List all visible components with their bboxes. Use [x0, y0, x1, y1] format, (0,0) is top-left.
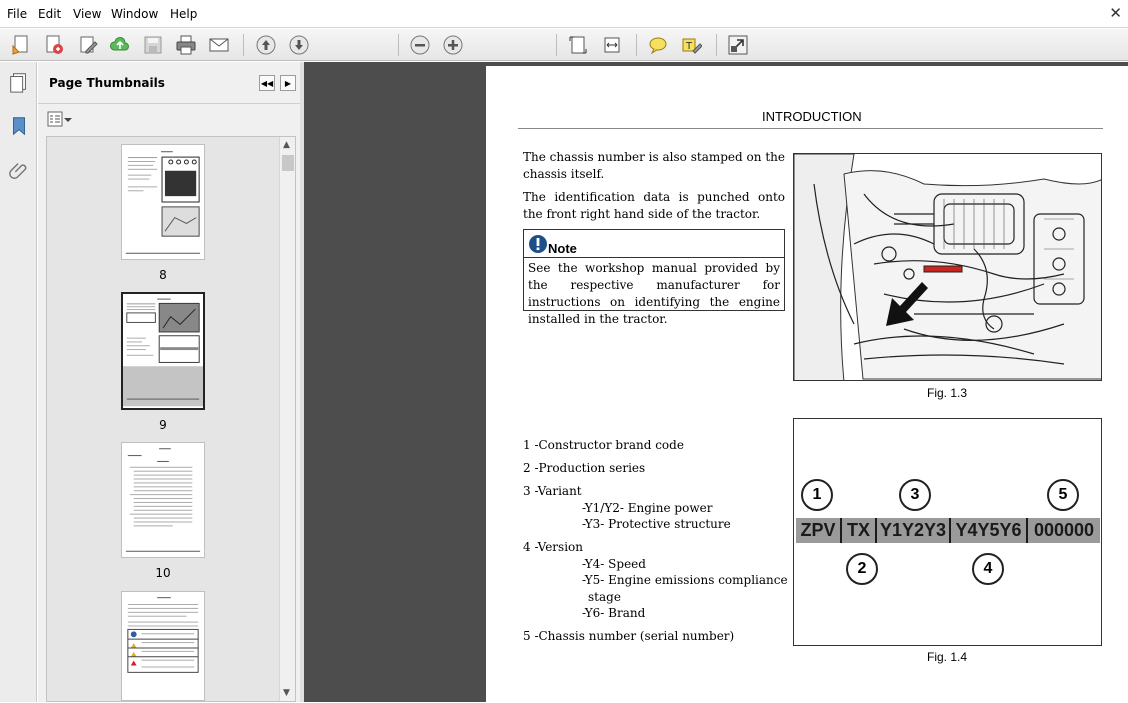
legend-subitem: stage — [588, 590, 621, 604]
thumbnail-label: 10 — [155, 566, 171, 580]
zoom-in-icon[interactable] — [441, 33, 465, 57]
legend-subitem: -Y3- Protective structure — [582, 517, 731, 531]
zoom-out-icon[interactable] — [408, 33, 432, 57]
code-segment: ZPV — [796, 518, 842, 543]
convert-icon[interactable] — [42, 33, 66, 57]
info-icon — [528, 234, 548, 254]
callout-circle: 2 — [846, 553, 878, 585]
navigation-rail — [0, 62, 37, 702]
highlight-icon[interactable] — [679, 33, 703, 57]
thumbnail-panel — [38, 62, 300, 702]
legend-item: 1 -Constructor brand code — [523, 438, 684, 452]
close-document-icon[interactable]: ✕ — [1109, 4, 1122, 22]
code-segment: Y4Y5Y6 — [951, 518, 1028, 543]
menu-edit[interactable]: Edit — [38, 7, 62, 21]
fit-page-icon[interactable] — [566, 33, 590, 57]
menu-window[interactable]: Window — [111, 7, 159, 21]
collapse-panel-button[interactable]: ◀◀ — [259, 75, 275, 91]
callout-circle: 5 — [1047, 479, 1079, 511]
thumbnail-label: 8 — [159, 268, 167, 282]
legend-subitem: -Y4- Speed — [582, 557, 646, 571]
upload-cloud-icon[interactable] — [108, 33, 132, 57]
thumbnail-page-8[interactable] — [121, 144, 205, 260]
arrow-down-icon[interactable] — [287, 33, 311, 57]
thumbnail-header — [38, 62, 300, 104]
chassis-code-bar — [796, 518, 1100, 543]
legend-subitem: -Y1/Y2- Engine power — [582, 501, 713, 515]
callout-circle: 1 — [801, 479, 833, 511]
edit-icon[interactable] — [76, 33, 100, 57]
figure-caption: Fig. 1.3 — [927, 386, 968, 400]
legend-item: 5 -Chassis number (serial number) — [523, 629, 735, 643]
comment-icon[interactable] — [646, 33, 670, 57]
legend-item: 2 -Production series — [523, 461, 646, 475]
engine-illustration — [793, 153, 1102, 381]
figure-caption: Fig. 1.4 — [927, 650, 968, 664]
save-icon[interactable] — [141, 33, 165, 57]
callout-circle: 3 — [899, 479, 931, 511]
code-segment: Y1Y2Y3 — [877, 518, 951, 543]
attachment-icon[interactable] — [7, 158, 31, 182]
scroll-thumb[interactable] — [282, 155, 294, 171]
callout-circle: 4 — [972, 553, 1004, 585]
thumbnail-page-9[interactable] — [121, 292, 205, 410]
menu-help[interactable]: Help — [170, 7, 198, 21]
create-pdf-icon[interactable] — [9, 33, 33, 57]
thumbnail-page-11[interactable] — [121, 591, 205, 701]
expand-icon[interactable] — [726, 33, 750, 57]
pages-icon[interactable] — [7, 70, 31, 94]
thumbnail-page-10[interactable] — [121, 442, 205, 558]
paragraph-chassis: The chassis number is also stamped on the chassis itself. — [523, 150, 785, 181]
thumbnail-list — [46, 136, 296, 702]
email-icon[interactable] — [207, 33, 231, 57]
toolbar-separator — [556, 34, 557, 56]
toolbar — [0, 29, 1128, 61]
toolbar-separator — [243, 34, 244, 56]
note-text: See the workshop manual provided by the respective manufacturer for instructions on identifying the engine installed in the tractor. — [528, 261, 780, 326]
document-page — [486, 66, 1128, 702]
menu-bar — [0, 0, 1128, 28]
fit-width-icon[interactable] — [600, 33, 624, 57]
scroll-up-icon[interactable]: ▲ — [283, 140, 290, 150]
panel-title: Page Thumbnails — [49, 76, 165, 90]
toolbar-separator — [398, 34, 399, 56]
toolbar-separator — [636, 34, 637, 56]
note-title: Note — [548, 241, 577, 256]
bookmark-icon[interactable] — [7, 114, 31, 138]
thumbnail-scrollbar[interactable] — [279, 137, 295, 701]
menu-file[interactable]: File — [7, 7, 28, 21]
heading-rule — [518, 128, 1103, 129]
next-panel-button[interactable]: ▶ — [280, 75, 296, 91]
menu-view[interactable]: View — [73, 7, 102, 21]
note-header — [524, 230, 784, 258]
toolbar-separator — [716, 34, 717, 56]
arrow-up-icon[interactable] — [254, 33, 278, 57]
code-segment: TX — [842, 518, 877, 543]
note-box — [523, 229, 785, 326]
legend-subitem: -Y5- Engine emissions compliance — [582, 573, 788, 587]
chassis-code-diagram — [793, 418, 1102, 646]
legend-item: 3 -Variant — [523, 484, 582, 498]
paragraph-identification: The identification data is punched onto the front right hand side of the tractor. — [523, 190, 785, 221]
options-menu-icon[interactable] — [47, 111, 73, 129]
legend-item: 4 -Version — [523, 540, 583, 554]
code-segment: 000000 — [1033, 520, 1095, 540]
svg-text:T: T — [686, 41, 693, 52]
scroll-down-icon[interactable]: ▼ — [283, 688, 290, 698]
print-icon[interactable] — [174, 33, 198, 57]
page-heading: INTRODUCTION — [762, 109, 862, 124]
legend-subitem: -Y6- Brand — [582, 606, 646, 620]
thumbnail-label: 9 — [159, 418, 167, 432]
